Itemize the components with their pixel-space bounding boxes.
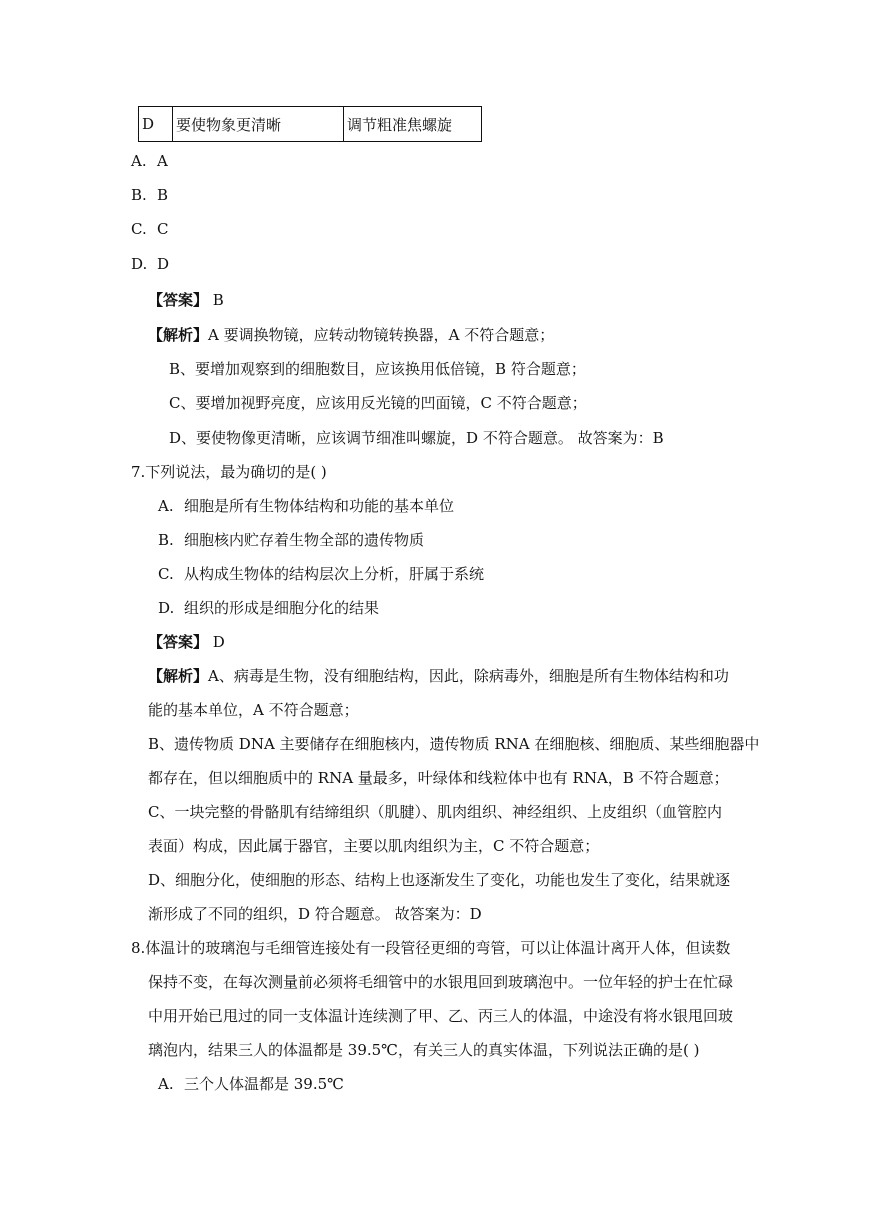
q7-analysis-line: 表面）构成，因此属于器官，主要以肌肉组织为主，C 不符合题意； [148, 837, 600, 855]
q7-option-a: A. 细胞是所有生物体结构和功能的基本单位 [158, 497, 455, 515]
q7-stem: 7.下列说法，最为确切的是( ) [131, 463, 327, 481]
q7-analysis-line: 都存在，但以细胞质中的 RNA 量最多，叶绿体和线粒体中也有 RNA，B 不符合题意； [148, 769, 729, 787]
q6-analysis-line: D、要使物像更清晰，应该调节细准叫螺旋，D 不符合题意。 故答案为：B [169, 429, 664, 447]
q6-option-c: C. C [131, 220, 169, 238]
q7-analysis-line: 能的基本单位，A 不符合题意； [148, 701, 359, 719]
q6-answer: 【答案】 B [148, 291, 224, 309]
q7-analysis-line: C、一块完整的骨骼肌有结缔组织（肌腱）、肌肉组织、神经组织、上皮组织（血管腔内 [148, 803, 722, 821]
q7-option-c: C. 从构成生物体的结构层次上分析，肝属于系统 [158, 565, 485, 583]
table-cell-purpose: 要使物象更清晰 [172, 107, 343, 141]
q6-analysis-line: 【解析】A 要调换物镜，应转动物镜转换器，A 不符合题意； [148, 326, 555, 344]
table-cell-operation: 调节粗准焦螺旋 [343, 107, 481, 141]
q6-option-d: D. D [131, 255, 170, 273]
q6-analysis-line: B、要增加观察到的细胞数目，应该换用低倍镜，B 符合题意； [169, 360, 586, 378]
q7-analysis-line: B、遗传物质 DNA 主要储存在细胞核内，遗传物质 RNA 在细胞核、细胞质、某些细胞器中 [148, 735, 760, 753]
table-row [138, 106, 482, 142]
q8-stem-line: 中用开始已甩过的同一支体温计连续测了甲、乙、丙三人的体温，中途没有将水银甩回玻 [148, 1007, 734, 1025]
q8-stem-line: 8.体温计的玻璃泡与毛细管连接处有一段管径更细的弯管，可以让体温计离开人体，但读数 [131, 939, 731, 957]
q8-stem-line: 璃泡内，结果三人的体温都是 39.5℃，有关三人的真实体温，下列说法正确的是( ) [148, 1041, 700, 1059]
q7-answer: 【答案】 D [148, 633, 225, 651]
q7-analysis-line: 渐形成了不同的组织，D 符合题意。 故答案为：D [148, 905, 482, 923]
q7-analysis-line: 【解析】A、病毒是生物，没有细胞结构，因此，除病毒外，细胞是所有生物体结构和功 [148, 667, 729, 685]
q7-analysis-line: D、细胞分化，使细胞的形态、结构上也逐渐发生了变化，功能也发生了变化，结果就逐 [148, 871, 731, 889]
q6-analysis-line: C、要增加视野亮度，应该用反光镜的凹面镜，C 不符合题意； [169, 394, 587, 412]
q8-option-a: A. 三个人体温都是 39.5℃ [158, 1075, 344, 1093]
q7-option-d: D. 组织的形成是细胞分化的结果 [158, 599, 380, 617]
q6-option-b: B. B [131, 186, 169, 204]
q7-option-b: B. 细胞核内贮存着生物全部的遗传物质 [158, 531, 425, 549]
table-cell-option: D [142, 115, 155, 133]
q6-option-a: A. A [131, 152, 168, 170]
q8-stem-line: 保持不变，在每次测量前必须将毛细管中的水银甩回到玻璃泡中。一位年轻的护士在忙碌 [148, 973, 734, 991]
